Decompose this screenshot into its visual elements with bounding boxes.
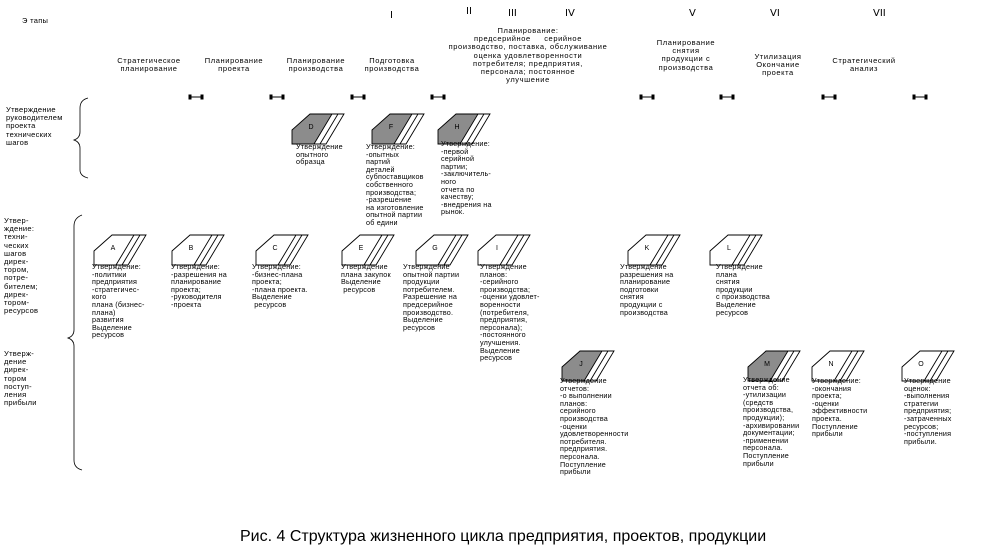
milestone-letter: J xyxy=(579,361,583,368)
milestone-letter: L xyxy=(727,245,731,252)
milestone-letter: B xyxy=(188,245,194,252)
level-bracket-2 xyxy=(68,215,82,470)
roman-numeral-7: VII xyxy=(873,8,886,19)
level-label-project-manager: Утверждение руководителем проекта технических шагов xyxy=(6,105,63,147)
stage-marker xyxy=(720,95,734,99)
milestone-card-d xyxy=(292,112,352,146)
stage-marker xyxy=(822,95,836,99)
milestone-letter: H xyxy=(454,124,460,131)
milestone-letter: N xyxy=(828,361,834,368)
roman-numeral-5: V xyxy=(689,8,696,19)
stage-marker xyxy=(189,95,203,99)
milestone-letter: F xyxy=(388,124,394,131)
milestone-letter: E xyxy=(358,245,364,252)
milestone-description-m: Утверждение отчета об: -утилизации (средств производства, продукции); -архивировании документации; -применении персонала. Поступление прибыли xyxy=(743,375,800,468)
milestone-description-l: Утверждение плана снятия продукции с производства Выделение ресурсов xyxy=(716,262,770,317)
stage-strategic-planning: Стратегическое планирование xyxy=(117,56,181,74)
milestone-description-h: Утверждение: -первой серийной партии; -заключитель- ного отчета по качеству; -внедрения на рынок. xyxy=(441,139,492,217)
milestone-letter: C xyxy=(272,245,278,252)
stage-marker xyxy=(640,95,654,99)
milestone-description-o: Утверждение оценок: -выполнения стратегии предприятия; -затраченных ресурсов; -поступления прибыли. xyxy=(904,376,952,446)
milestone-description-g: Утверждение опытной партии продукции потребителем. Разрешение на предсерийное производство. Выделение ресурсов xyxy=(403,262,460,332)
stage-serial-planning: Планирование: предсерийное серийное производство, поставка, обслуживание оценка удовлетворенности потребителя; предприятия, персонала; постоянное улучшение xyxy=(448,26,608,85)
milestone-letter: I xyxy=(496,245,498,252)
milestone-description-i: Утверждение планов: -серийного производства; -оценки удовлет- воренности (потребителя, предприятия, персонала); -постоянного улучшения. Выделение ресурсов xyxy=(480,262,540,363)
level-label-director-consumer: Утвер- ждение: техни- ческих шагов дирек- тором, потре- бителем; дирек- тором- ресурсов xyxy=(4,216,39,316)
milestone-letter: A xyxy=(110,245,116,252)
milestone-letter: M xyxy=(764,361,770,368)
stage-strategic-analysis: Стратегический анализ xyxy=(832,56,896,74)
milestone-description-k: Утверждение разрешения на планирование подготовки снятия продукции с производства xyxy=(620,262,674,317)
milestone-description-a: Утверждение: -политики предприятия -стратегичес- кого плана (бизнес- плана) развития Выделение ресурсов xyxy=(92,262,145,340)
milestone-letter: D xyxy=(308,124,314,131)
figure-caption: Рис. 4 Структура жизненного цикла предприятия, проектов, продукции xyxy=(240,528,767,545)
roman-numeral-3: III xyxy=(508,8,517,19)
milestone-description-n: Утверждение: -окончания проекта; -оценки эффективности проекта. Поступление прибыли xyxy=(812,376,868,439)
milestone-description-e: Утверждение плана закупок Выделение ресурсов xyxy=(341,262,391,294)
level-bracket-1 xyxy=(74,98,88,178)
milestone-description-d: Утверждение опытного образца xyxy=(296,142,343,167)
roman-numeral-4: IV xyxy=(565,8,575,19)
milestone-letter: G xyxy=(432,245,438,252)
roman-numeral-1: I xyxy=(390,10,393,21)
stage-marker xyxy=(270,95,284,99)
stage-utilization: Утилизация Окончание проекта xyxy=(754,52,802,78)
stage-marker xyxy=(431,95,445,99)
milestone-description-f: Утверждение: -опытных партий деталей субпоставщиков собственного производства; -разрешение на изготовление опытной партии об едини xyxy=(366,142,424,227)
milestone-description-j: Утверждение отчетов: -о выполнении планов: серийного производства -оценки удовлетворенности потребителя. предприятия. персонала. Поступление прибыли xyxy=(560,376,629,477)
stage-withdrawal-planning: Планирование снятия продукции с производства xyxy=(656,38,716,72)
stages-label: Э тапы xyxy=(22,16,49,25)
milestone-description-b: Утверждение: -разрешения на планирование проекта; -руководителя -проекта xyxy=(171,262,228,309)
roman-numeral-2: II xyxy=(466,6,472,17)
roman-numeral-6: VI xyxy=(770,8,780,19)
level-label-profit-director: Утверж- дение дирек- тором поступ- ления прибыли xyxy=(4,349,37,408)
milestone-card-f xyxy=(372,112,432,146)
milestone-description-c: Утверждение: -бизнес-плана проекта; -плана проекта. Выделение ресурсов xyxy=(252,262,308,309)
milestone-letter: K xyxy=(644,245,650,252)
milestone-letter: O xyxy=(918,361,924,368)
stage-production-preparation: Подготовка производства xyxy=(364,56,420,74)
stage-production-planning: Планирование производства xyxy=(286,56,346,74)
stage-marker xyxy=(351,95,365,99)
stage-marker xyxy=(913,95,927,99)
stage-project-planning: Планирование проекта xyxy=(204,56,264,74)
